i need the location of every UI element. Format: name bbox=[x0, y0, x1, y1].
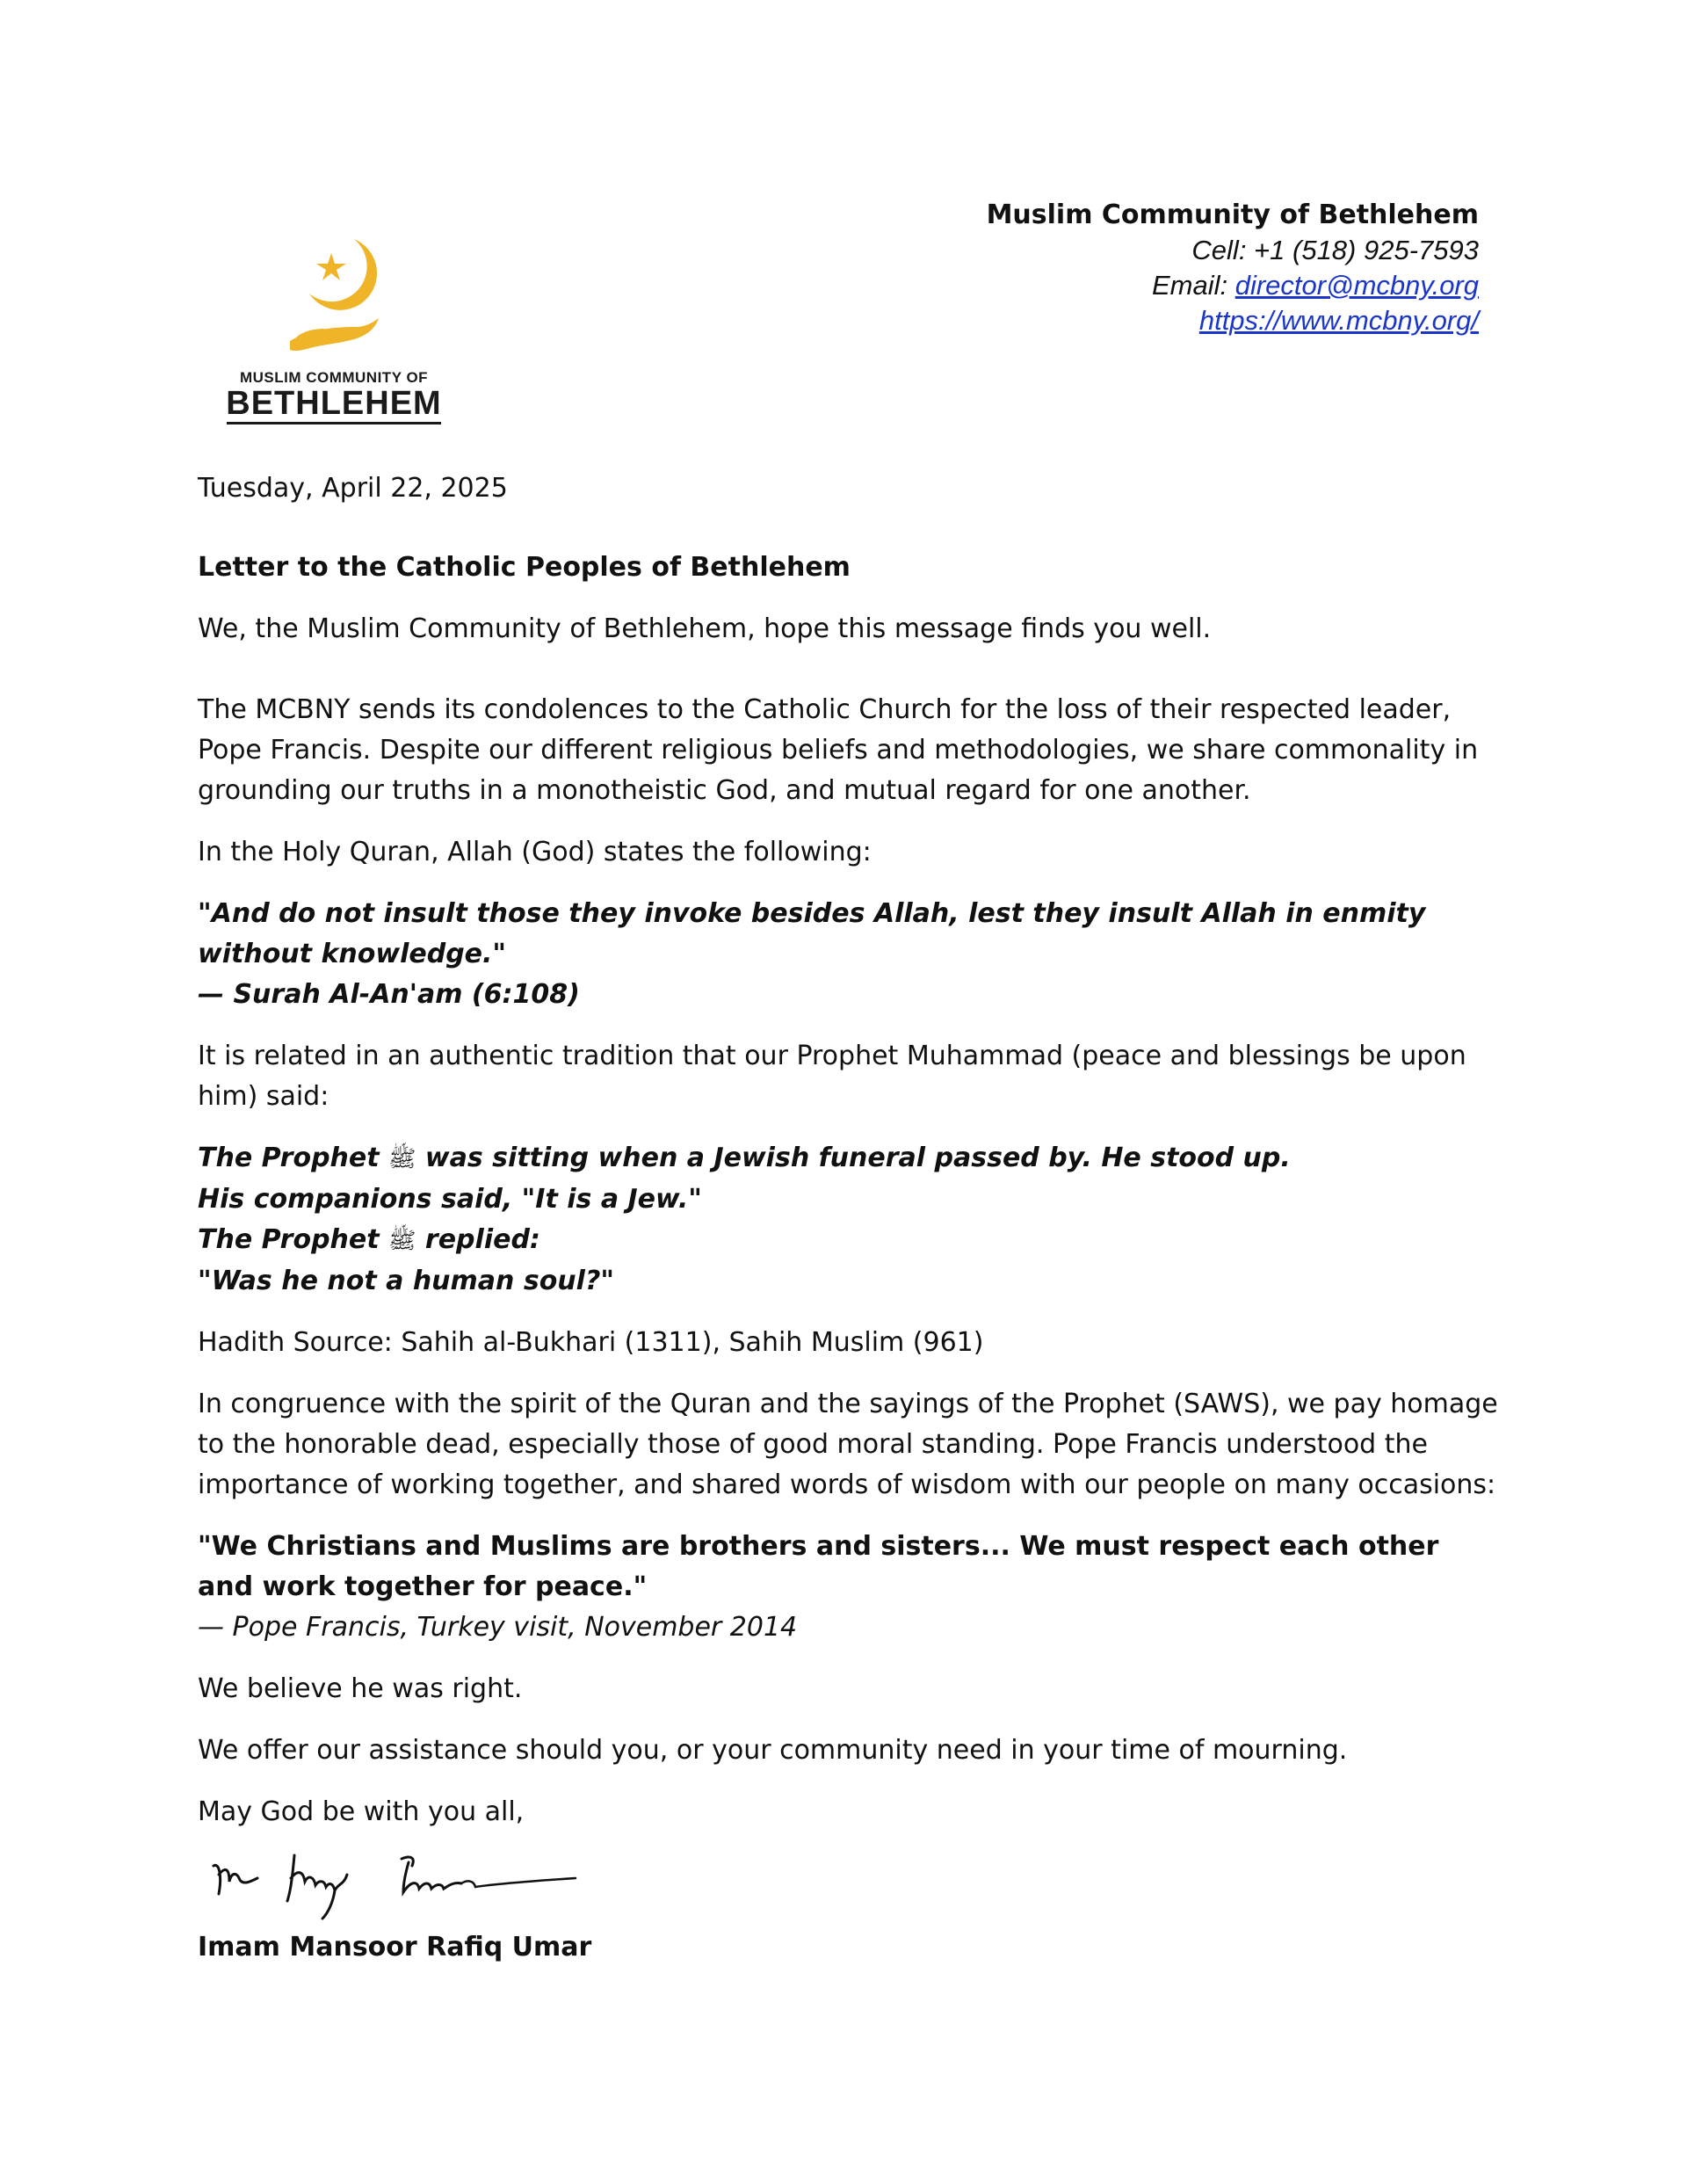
hadith-line-3-b: replied: bbox=[416, 1224, 540, 1255]
paragraph-quran-intro: In the Holy Quran, Allah (God) states the following: bbox=[198, 837, 872, 867]
pope-source: — Pope Francis, Turkey visit, November 2014 bbox=[198, 1612, 798, 1643]
email-line bbox=[987, 268, 1479, 303]
paragraph-assistance: We offer our assistance should you, or your community need in your time of mourning. bbox=[198, 1735, 1348, 1766]
hadith-line-1 bbox=[198, 1138, 1498, 1179]
closing: May God be with you all, bbox=[198, 1796, 525, 1827]
hadith-line-3-a: The Prophet bbox=[198, 1224, 389, 1255]
quran-quote: "And do not insult those they invoke besides Allah, lest they insult Allah in enmity without knowledge." bbox=[198, 898, 1426, 969]
cell-phone: Cell: +1 (518) 925-7593 bbox=[1191, 235, 1479, 265]
letter-body bbox=[198, 461, 1498, 1968]
paragraph-belief: We believe he was right. bbox=[198, 1673, 523, 1704]
logo-text-line1: MUSLIM COMMUNITY OF bbox=[239, 369, 429, 386]
hadith-quote bbox=[198, 1138, 1498, 1302]
logo-text-line2: BETHLEHEM bbox=[226, 385, 442, 422]
hadith-line-2: His companions said, "It is a Jew." bbox=[198, 1184, 702, 1215]
website-link[interactable]: https://www.mcbny.org/ bbox=[1198, 305, 1479, 336]
saws-glyph: ﷺ bbox=[388, 1228, 416, 1254]
hadith-line-1-b: was sitting when a Jewish funeral passed by. He stood up. bbox=[416, 1143, 1291, 1173]
email-link[interactable]: director@mcbny.org bbox=[1234, 270, 1479, 301]
hadith-line-3 bbox=[198, 1220, 1498, 1261]
signer-name: Imam Mansoor Rafiq Umar bbox=[198, 1932, 592, 1963]
logo-underline bbox=[227, 422, 441, 424]
letter-date: Tuesday, April 22, 2025 bbox=[198, 473, 508, 504]
hadith-source: Hadith Source: Sahih al-Bukhari (1311), Sahih Muslim (961) bbox=[198, 1327, 984, 1358]
signature bbox=[198, 1839, 1498, 1927]
crescent-star-hand-icon bbox=[224, 229, 444, 369]
quran-source: — Surah Al-An'am (6:108) bbox=[198, 979, 580, 1010]
org-name: Muslim Community of Bethlehem bbox=[986, 200, 1479, 230]
pope-quote: "We Christians and Muslims are brothers and sisters... We must respect each other and work together for peace." bbox=[198, 1531, 1439, 1602]
greeting: We, the Muslim Community of Bethlehem, hope this message finds you well. bbox=[198, 613, 1212, 644]
website-line bbox=[987, 303, 1479, 338]
hadith-line-4: "Was he not a human soul?" bbox=[198, 1266, 614, 1296]
email-label: Email: bbox=[1151, 270, 1235, 301]
paragraph-hadith-intro: It is related in an authentic tradition that our Prophet Muhammad (peace and blessings be upon him) said: bbox=[198, 1041, 1466, 1112]
saws-glyph: ﷺ bbox=[388, 1146, 416, 1172]
letter-subject: Letter to the Catholic Peoples of Bethlehem bbox=[198, 552, 851, 583]
paragraph-homage: In congruence with the spirit of the Quran and the sayings of the Prophet (SAWS), we pay homage to the honorable dead, especially those of good moral standing. Pope Francis understood the importance of working together, and shared words of wisdom with our people on many occasions: bbox=[198, 1389, 1498, 1500]
mcb-logo bbox=[224, 229, 444, 426]
hadith-line-1-a: The Prophet bbox=[198, 1143, 389, 1173]
handwritten-signature-icon bbox=[206, 1839, 593, 1927]
paragraph-condolences: The MCBNY sends its condolences to the Catholic Church for the loss of their respected leader, Pope Francis. Despite our different religious beliefs and methodologies, we share commonality in grounding our truths in a monotheistic God, and mutual regard for one another. bbox=[198, 694, 1479, 806]
contact-block bbox=[987, 198, 1479, 338]
